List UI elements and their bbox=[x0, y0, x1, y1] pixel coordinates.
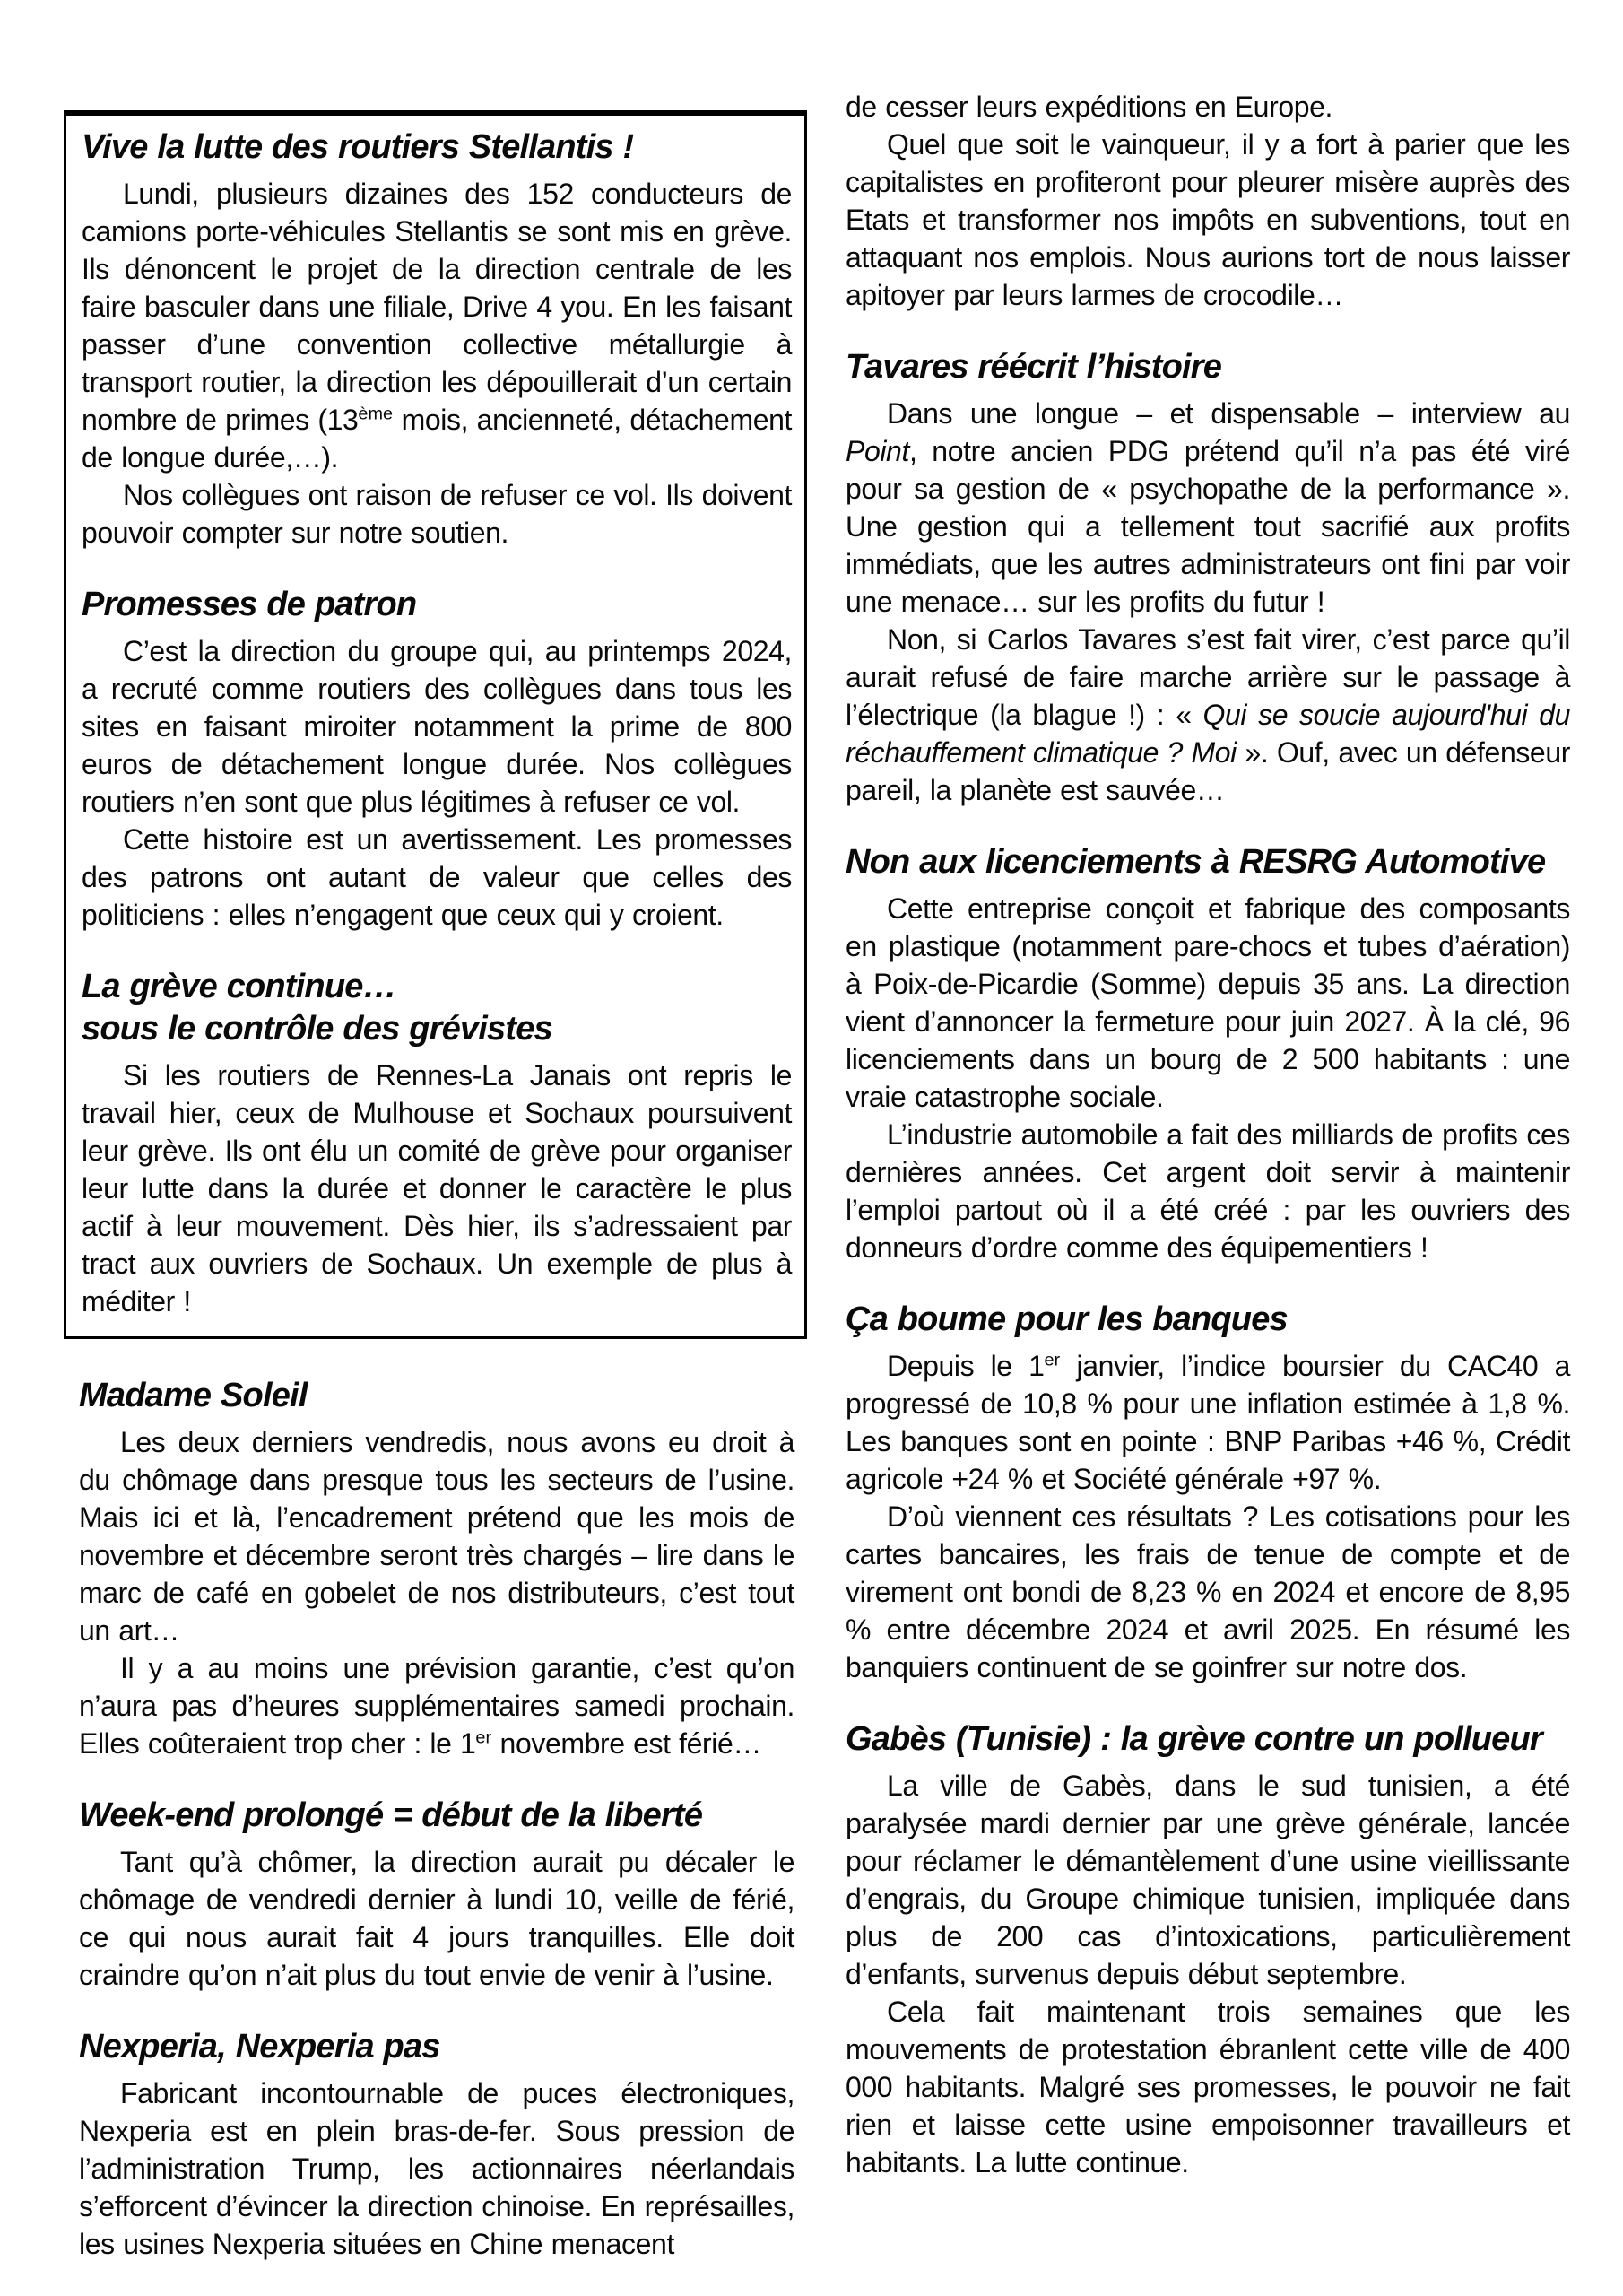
article-title-tavares: Tavares réécrit l’histoire bbox=[846, 348, 1222, 386]
paragraph: Nos collègues ont raison de refuser ce vol. Ils doivent pouvoir compter sur notre soutien. bbox=[82, 479, 792, 549]
paragraph: Cette histoire est un avertissement. Les promesses des patrons ont autant de valeur que celles des politiciens : elles n’engagent que ceux qui y croient. bbox=[82, 823, 792, 931]
article-title-greve-continue bbox=[82, 966, 792, 1050]
paragraph-text: Il y a au moins une prévision garantie, c’est qu’on n’aura pas d’heures supplémentaires samedi prochain. Elles coûteraient trop cher : le 1 bbox=[79, 1652, 794, 1760]
paragraph: Les deux derniers vendredis, nous avons eu droit à du chômage dans presque tous les secteurs de l’usine. Mais ici et là, l’encadrement prétend que les mois de novembre et décembre seront très chargés – lire dans le marc de café en gobelet de nos distributeurs, c’est tout un art… bbox=[79, 1426, 794, 1647]
superscript-er: er bbox=[475, 1727, 492, 1748]
paragraph-text: ». Ouf, avec un défenseur pareil, la planète est sauvée… bbox=[846, 736, 1570, 806]
paragraph bbox=[846, 395, 1570, 621]
paragraph bbox=[82, 175, 792, 476]
paragraph-text: janvier, l’indice boursier du CAC40 a progressé de 10,8 % pour une inflation estimée à 1,8 %. Les banques sont en pointe : BNP Paribas +46 %, Crédit agricole +24 % et Société générale +97 %. bbox=[846, 1350, 1570, 1495]
paragraph: Cette entreprise conçoit et fabrique des composants en plastique (notamment pare-chocs et tubes d’aération) à Poix-de-Picardie (Somme) depuis 35 ans. La direction vient d’annoncer la fermeture pour juin 2027. À la clé, 96 licenciements dans un bourg de 2 500 habitants : une vraie catastrophe sociale. bbox=[846, 892, 1570, 1113]
article-title-weekend: Week-end prolongé = début de la liberté bbox=[79, 1796, 703, 1834]
paragraph: La ville de Gabès, dans le sud tunisien, a été paralysée mardi dernier par une grève générale, lancée pour réclamer le démantèlement d’une usine vieillissante d’engrais, du Groupe chimique tunisien, impliquée dans plus de 200 cas d’intoxications, particulièrement d’enfants, survenus depuis début septembre. bbox=[846, 1770, 1570, 1990]
left-column bbox=[79, 110, 794, 2263]
article-title-gabes: Gabès (Tunisie) : la grève contre un pollueur bbox=[846, 1720, 1542, 1758]
superscript-eme: ème bbox=[358, 404, 393, 424]
paragraph-text: , notre ancien PDG prétend qu’il n’a pas été viré pour sa gestion de « psychopathe de la performance ». Une gestion qui a tellement tout sacrifié aux profits immédiats, que les autres administrateurs ont fini par voir une menace… sur les profits du futur ! bbox=[846, 435, 1570, 618]
paragraph-text: Lundi, plusieurs dizaines des 152 conducteurs de camions porte-véhicules Stellantis se sont mis en grève. Ils dénoncent le projet de la direction centrale de les faire basculer dans une filiale, Drive 4 you. En les faisant passer d’une convention collective métallurgie à transport routier, la direction les dépouillerait d’un certain nombre de primes (13 bbox=[82, 178, 792, 436]
paragraph-text: Non, si Carlos Tavares s’est fait virer, c’est parce qu’il aurait refusé de faire marche arrière sur le passage à l’électrique (la blague !) : « bbox=[846, 623, 1570, 731]
paragraph: L’industrie automobile a fait des milliards de profits ces dernières années. Cet argent doit servir à maintenir l’emploi partout où il a été créé : par les ouvriers des donneurs d’ordre comme des équipementiers ! bbox=[846, 1118, 1570, 1264]
paragraph bbox=[846, 1347, 1570, 1498]
boxed-article-stellantis bbox=[64, 110, 807, 1339]
paragraph-continuation: de cesser leurs expéditions en Europe. bbox=[846, 91, 1333, 123]
paragraph: Quel que soit le vainqueur, il y a fort à parier que les capitalistes en profiteront pour pleurer misère auprès des Etats et transformer nos impôts en subventions, tout en attaquant nos emplois. Nous aurions tort de nous laisser apitoyer par leurs larmes de crocodile… bbox=[846, 128, 1570, 311]
paragraph bbox=[79, 1649, 794, 1762]
paragraph: Cela fait maintenant trois semaines que les mouvements de protestation ébranlent cette ville de 400 000 habitants. Malgré ses promesses, le pouvoir ne fait rien et laisse cette usine empoisonner travailleurs et habitants. La lutte continue. bbox=[846, 1996, 1570, 2179]
superscript-er: er bbox=[1044, 1350, 1061, 1370]
article-title-banques: Ça boume pour les banques bbox=[846, 1300, 1288, 1338]
paragraph-text: mois, ancienneté, détachement de longue durée,…). bbox=[82, 404, 792, 474]
paragraph: D’où viennent ces résultats ? Les cotisations pour les cartes bancaires, les frais de tenue de compte et de virement ont bondi de 8,23 % en 2024 et encore de 8,95 % entre décembre 2024 et avril 2025. En résumé les banquiers continuent de se goinfrer sur notre dos. bbox=[846, 1500, 1570, 1683]
right-column bbox=[846, 88, 1570, 2181]
paragraph: C’est la direction du groupe qui, au printemps 2024, a recruté comme routiers des collègues dans tous les sites en faisant miroiter notamment la prime de 800 euros de détachement longue durée. Nos collègues routiers n’en sont que plus légitimes à refuser ce vol. bbox=[82, 635, 792, 818]
article-title-madame-soleil: Madame Soleil bbox=[79, 1377, 308, 1414]
article-title-promesses: Promesses de patron bbox=[82, 586, 417, 623]
heading-line-2: sous le contrôle des grévistes bbox=[82, 1010, 552, 1048]
article-title-stellantis: Vive la lutte des routiers Stellantis ! bbox=[82, 128, 634, 166]
paragraph-text: Dans une longue – et dispensable – interview au bbox=[887, 397, 1570, 430]
article-title-resrg: Non aux licenciements à RESRG Automotive bbox=[846, 843, 1546, 881]
paragraph: Si les routiers de Rennes-La Janais ont repris le travail hier, ceux de Mulhouse et Sochaux poursuivent leur grève. Ils ont élu un comité de grève pour organiser leur lutte dans la durée et donner le caractère le plus actif à leur mouvement. Dès hier, ils s’adressaient par tract aux ouvriers de Sochaux. Un exemple de plus à méditer ! bbox=[82, 1059, 792, 1318]
heading-line-1: La grève continue… bbox=[82, 968, 396, 1005]
article-title-nexperia: Nexperia, Nexperia pas bbox=[79, 2028, 440, 2066]
paragraph: Fabricant incontournable de puces électroniques, Nexperia est en plein bras-de-fer. Sous pression de l’administration Trump, les actionnaires néerlandais s’efforcent d’évincer la direction chinoise. En représailles, les usines Nexperia situées en Chine menacent bbox=[79, 2077, 794, 2260]
paragraph-text: novembre est férié… bbox=[491, 1727, 761, 1760]
paragraph: Tant qu’à chômer, la direction aurait pu décaler le chômage de vendredi dernier à lundi 10, veille de férié, ce qui nous aurait fait 4 jours tranquilles. Elle doit craindre qu’on n’ait plus du tout envie de venir à l’usine. bbox=[79, 1846, 794, 1991]
paragraph-text: Depuis le 1 bbox=[887, 1350, 1045, 1382]
italic-quote: Qui se soucie aujourd'hui du réchauffement climatique ? Moi bbox=[846, 699, 1570, 769]
paragraph bbox=[846, 621, 1570, 809]
italic-title-point: Point bbox=[846, 435, 909, 467]
